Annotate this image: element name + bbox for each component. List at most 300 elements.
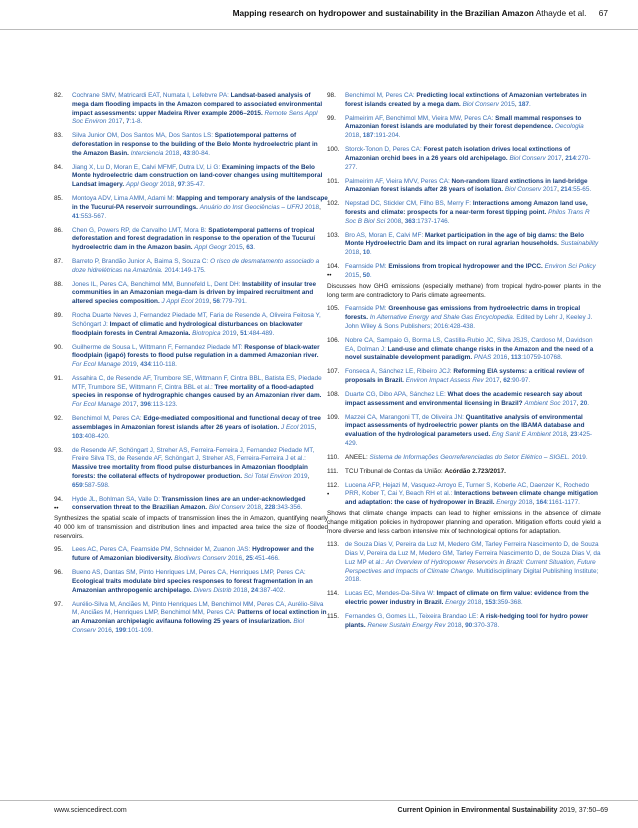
- reference-pages[interactable]: :10759-10768.: [521, 354, 563, 362]
- reference-body: [345, 454, 588, 461]
- reference-authors[interactable]: Guilherme de Sousa L, Wittmann F, Fernandez Piedade MT:: [72, 343, 245, 351]
- reference-number: 111.: [327, 467, 339, 475]
- reference-body: [72, 258, 319, 274]
- reference-authors[interactable]: Fonseca A, Sánchez LE, Ribeiro JCJ:: [345, 368, 454, 376]
- reference-authors[interactable]: Fernandes G, Gomes LL, Teixeira Brandao LE:: [345, 612, 480, 620]
- reference-pages[interactable]: :451-466.: [252, 555, 280, 563]
- reference-year[interactable]: 2008: [386, 217, 402, 225]
- reference-authors[interactable]: Mazzei CA, Marangoni TT, de Oliveira JN:: [345, 413, 466, 421]
- reference-volume[interactable]: 113: [510, 354, 522, 362]
- reference-item: [54, 227, 328, 253]
- reference-title[interactable]: Interactions among Amazon land use, forests and climate: prospects for a near-term forest tipping point.: [345, 200, 588, 216]
- reference-year[interactable]: 2016: [493, 354, 508, 362]
- reference-authors[interactable]: Storck-Tonon D, Peres CA:: [345, 146, 424, 154]
- reference-pages[interactable]: 2019.: [571, 453, 588, 461]
- reference-body: Duarte CG, Dibo APA, Sánchez LE: What does the academic research say about impact assessment and environmental licensing in Brazil? Ambient Soc 2017, 20.: [345, 390, 590, 407]
- reference-number: 91.: [54, 374, 63, 382]
- reference-authors[interactable]: Rocha Duarte Neves J, Fernandez Piedade MT, Faria de Resende A, Oliveira Feitosa Y, Schöngart J:: [72, 312, 321, 328]
- reference-volume[interactable]: 50: [362, 271, 370, 279]
- reference-title[interactable]: Predicting local extinctions of Amazonian vertebrates in forest islands created by a mega dam.: [345, 92, 587, 108]
- reference-volume[interactable]: 97: [177, 181, 185, 189]
- reference-item: [327, 200, 601, 226]
- reference-volume[interactable]: 20: [580, 399, 588, 407]
- reference-number: 86.: [54, 226, 63, 234]
- reference-authors[interactable]: Lucas EC, Mendes-Da-Silva W:: [345, 590, 437, 598]
- reference-pages[interactable]: Multidisciplinary Digital Publishing Institute; 2018.: [345, 567, 599, 584]
- reference-number: 83.: [54, 132, 63, 140]
- reference-body: Hyde JL, Bohlman SA, Valle D: Transmission lines are an under-acknowledged conservation threat to the Brazilian Amazon. Biol Conserv 2018, 228:343-356.: [72, 495, 306, 512]
- reference-authors[interactable]: Palmeirim AF, Benchimol MM, Vieira MW, Peres CA:: [345, 114, 496, 122]
- reference-body: Cochrane SMV, Matricardi EAT, Numata I, Lefebvre PA: Landsat-based analysis of mega dam flooding impacts in the Amazon compared to associated environmental impact assessments: upper Madeira River example 2006–2015. Remote Sens Appl Soc Environ 2017, 7:1-8.: [72, 92, 323, 126]
- reference-pages[interactable]: :1161-1177.: [546, 499, 580, 507]
- reference-authors[interactable]: Barreto P, Brandão Junior A, Baima S, Souza C:: [72, 257, 211, 265]
- reference-year[interactable]: 2018: [345, 132, 360, 140]
- reference-year[interactable]: 2017: [108, 118, 123, 126]
- reference-pages[interactable]: :359-368.: [495, 599, 523, 606]
- reference-number: 96.: [54, 569, 63, 577]
- reference-journal[interactable]: Appl Geogr: [194, 244, 227, 251]
- reference-number: 106.: [327, 336, 340, 344]
- reference-journal[interactable]: Biol Conserv: [462, 100, 499, 108]
- reference-number: 107.: [327, 368, 340, 376]
- reference-number: 115.: [327, 612, 339, 620]
- header-title: Mapping research on hydropower and sustainability in the Brazilian Amazon: [232, 8, 534, 18]
- reference-authors[interactable]: Palmeirim AF, Vieira MVV, Peres CA:: [345, 177, 452, 185]
- reference-volume[interactable]: 187: [518, 100, 530, 108]
- reference-journal[interactable]: Biodivers Conserv: [174, 555, 227, 563]
- reference-body: Montoya ADV, Lima AMM, Adami M: Mapping and temporary analysis of the landscape in the Tucuruí-PA reservoir surroundings. Anuário do Inst Geociências – UFRJ 2018, 41:553-567.: [72, 195, 328, 220]
- reference-pages[interactable]: .: [253, 244, 256, 251]
- footer-journal: Current Opinion in Environmental Sustainability: [397, 807, 558, 814]
- reference-volume[interactable]: 228: [264, 504, 276, 512]
- reference-pages[interactable]: .: [587, 399, 590, 407]
- reference-authors[interactable]: Chen G, Powers RP, de Carvalho LMT, Mora B:: [72, 226, 209, 234]
- reference-authors[interactable]: Lees AC, Peres CA, Fearnside PM, Schneider M, Zuanon JAS:: [72, 546, 253, 554]
- reference-volume[interactable]: 51: [240, 329, 248, 337]
- reference-item: [327, 232, 601, 258]
- reference-column-right: [327, 92, 601, 636]
- reference-year[interactable]: 2018: [304, 203, 320, 211]
- reference-number: 95.: [54, 546, 63, 554]
- reference-authors[interactable]: Assahira C, de Resende AF, Trumbore SE, Wittmann F, Cintra BBL, Batista ES, Piedade MTF, Trumbore SE, Wittmann F, Cintra BBL et al.:: [72, 374, 322, 391]
- reference-body: Fernandes G, Gomes LL, Teixeira Brandao LE: A risk-hedging tool for hydro power plants. Renew Sustain Energy Rev 2018, 90:370-378.: [345, 612, 589, 629]
- reference-authors[interactable]: Aurélio-Silva M, Anciães M, Pinto Henriques LM, Benchimol MM, Peres CA, Aurélio-Silva M, Anciães M, Henriques LMP, Benchimol MM, Peres CA:: [72, 600, 324, 617]
- reference-item: [54, 375, 328, 410]
- reference-item: [54, 195, 328, 221]
- reference-body: [345, 541, 601, 583]
- reference-authors[interactable]: Benchimol M, Peres CA:: [72, 415, 144, 423]
- reference-title[interactable]: Tree mortality of a flood-adapted species in response of hydrographic changes caused by an Amazonian river dam.: [72, 383, 322, 400]
- reference-body: Bro AS, Moran E, Calvi MF: Market participation in the age of big dams: the Belo Monte Hydroelectric Dam and its impact on rural agrarian households. Sustainability 2018, 10.: [345, 231, 599, 257]
- reference-title[interactable]: Market participation in the age of big dams: the Belo Monte Hydroelectric Dam and its impact on rural agrarian households.: [345, 231, 584, 248]
- reference-body: de Resende AF, Schöngart J, Streher AS, Ferreira-Ferreira J, Fernandez Piedade MT, Freire Silva TS, de Resende AF, Schöngart J, Streher AS, Ferreira-Ferreira J et al.: Massive tree mortality from flood pulse disturbances in Amazonian floodplain forests: the collateral effects of hydropower production. Sci Total Environ 2019, 659:587-598.: [72, 446, 315, 489]
- reference-body: Silva Junior OM, Dos Santos MA, Dos Santos LS: Spatiotemporal patterns of deforestation in response to the building of the Belo Monte hydroelectric plant in the Amazon Basin. Interciencia 2018, 43:80-84.: [72, 132, 318, 157]
- reference-item: [54, 496, 328, 514]
- reference-volume[interactable]: 62: [503, 376, 511, 384]
- reference-title[interactable]: Non-random lizard extinctions in land-bridge Amazonian forest islands after 28 years of isolation.: [345, 177, 588, 194]
- reference-volume[interactable]: 41: [72, 212, 80, 220]
- reference-item: [327, 337, 601, 363]
- reference-pages[interactable]: :90-97.: [510, 376, 531, 384]
- reference-number: 99.: [327, 114, 336, 122]
- reference-journal[interactable]: Biol Conserv: [72, 618, 305, 634]
- reference-authors[interactable]: Lucena AFP, Hejazi M, Vasquez-Arroyo E, Turner S, Koberle AC, Daenzer K, Rochedo PRR, Kober T, Cai Y, Beach RH et al.:: [345, 481, 590, 498]
- reference-volume[interactable]: 25: [245, 555, 253, 563]
- reference-item: [54, 132, 328, 158]
- reference-importance-mark: •: [327, 490, 330, 498]
- reference-volume[interactable]: 103: [72, 432, 83, 440]
- reference-pages[interactable]: :553-567.: [79, 212, 107, 220]
- reference-year[interactable]: 2016: [97, 626, 112, 634]
- reference-title[interactable]: Mapping and temporary analysis of the landscape in the Tucuruí-PA reservoir surroundings.: [72, 195, 328, 211]
- reference-year[interactable]: 2017: [562, 399, 577, 407]
- reference-journal[interactable]: PNAS: [473, 354, 492, 362]
- reference-title[interactable]: Reforming EIA systems: a critical review of proposals in Brazil.: [345, 368, 585, 384]
- reference-number: 82.: [54, 92, 63, 99]
- reference-journal[interactable]: Remote Sens Appl Soc Environ: [72, 109, 318, 126]
- reference-body: Rocha Duarte Neves J, Fernandez Piedade MT, Faria de Resende A, Oliveira Feitosa Y, Schöngart J: Impact of climatic and hydrological disturbances on blackwater floodplain forests in Central Amazonia. Biotropica 2019, 51:484-489.: [72, 312, 321, 337]
- reference-year[interactable]: 2019: [195, 298, 210, 306]
- reference-volume[interactable]: 7: [126, 118, 130, 126]
- reference-year[interactable]: 2015: [500, 100, 515, 108]
- reference-year[interactable]: 2018: [233, 586, 248, 594]
- reference-title[interactable]: Massive tree mortality from flood pulse disturbances in Amazonian floodplain forests: the collateral effects of hydropower production.: [72, 464, 308, 480]
- reference-year[interactable]: 2017: [485, 376, 500, 384]
- reference-item: [54, 92, 328, 127]
- reference-number: 103.: [327, 231, 340, 239]
- reference-item: [327, 482, 601, 508]
- reference-year[interactable]: 2017: [547, 154, 562, 162]
- reference-item: [327, 468, 601, 477]
- reference-volume[interactable]: 153: [484, 599, 496, 606]
- reference-year[interactable]: 2015: [228, 244, 243, 251]
- reference-journal[interactable]: Sustainability: [560, 240, 599, 248]
- reference-pages[interactable]: .: [369, 249, 372, 257]
- reference-authors[interactable]: Bro AS, Moran E, Calvi MF:: [345, 231, 425, 239]
- reference-journal[interactable]: Biol Conserv: [509, 154, 546, 162]
- reference-journal[interactable]: Environ Impact Assess Rev: [405, 376, 484, 384]
- reference-number: 105.: [327, 305, 340, 313]
- reference-item: [54, 569, 328, 595]
- reference-authors[interactable]: Duarte CG, Dibo APA, Sánchez LE:: [345, 390, 448, 398]
- reference-title[interactable]: Impact of climate on firm value: evidence from the electric power industry in Brazil.: [345, 590, 589, 606]
- footer-website[interactable]: www.sciencedirect.com: [54, 807, 127, 814]
- reference-body: Lucena AFP, Hejazi M, Vasquez-Arroyo E, Turner S, Koberle AC, Daenzer K, Rochedo PRR, Kober T, Cai Y, Beach RH et al.: Interactions between climate change mitigation and adaptation: the case of hydropower in Brazil. Energy 2018, 164:1161-1177.: [345, 481, 598, 507]
- reference-body: Fonseca A, Sánchez LE, Ribeiro JCJ: Reforming EIA systems: a critical review of proposals in Brazil. Environ Impact Assess Rev 2017, 62:90-97.: [345, 368, 585, 384]
- reference-title[interactable]: Impact of climatic and hydrological disturbances on blackwater floodplain forests in Central Amazonia.: [72, 320, 303, 337]
- reference-journal[interactable]: For Ecol Manage: [72, 361, 121, 368]
- reference-year[interactable]: 2019: [122, 361, 137, 368]
- reference-journal[interactable]: Philos Trans R Soc B Biol Sci: [345, 209, 590, 225]
- reference-body: Benchimol M, Peres CA: Edge-mediated compositional and functional decay of tree assemblages in Amazonian forest islands after 26 years of isolation. J Ecol 2015, 103:408-420.: [72, 415, 321, 440]
- reference-number: 89.: [54, 312, 63, 320]
- reference-body: Lucas EC, Mendes-Da-Silva W: Impact of climate on firm value: evidence from the electric power industry in Brazil. Energy 2018, 153:359-368.: [345, 590, 589, 606]
- reference-authors[interactable]: Benchimol M, Peres CA:: [345, 92, 417, 99]
- reference-number: 112.: [327, 481, 339, 489]
- reference-item: [54, 281, 328, 307]
- reference-body: Palmeirim AF, Vieira MVV, Peres CA: Non-random lizard extinctions in land-bridge Amazonian forest islands after 28 years of isolation. Biol Conserv 2017, 214:55-65.: [345, 177, 592, 194]
- reference-title[interactable]: Landsat-based analysis of mega dam flooding impacts in the Amazon compared to associated environmental impact assessments: upper Madeira River example 2006–2015.: [72, 92, 323, 117]
- reference-body: Palmeirim AF, Benchimol MM, Vieira MW, Peres CA: Small mammal responses to Amazonian forest islands are modulated by their forest dependence. Oecologia 2018, 187:191-204.: [345, 114, 584, 140]
- reference-year[interactable]: 2017: [542, 186, 558, 194]
- reference-pages[interactable]: :484-489.: [247, 329, 275, 337]
- reference-item: [327, 590, 601, 608]
- reference-pages[interactable]: :35-47.: [184, 181, 205, 189]
- reference-pages[interactable]: .: [529, 100, 531, 108]
- reference-annotation: Shows that climate change impacts can lead to higher emissions in the absence of climate change mitigation policies in hydropower planning and operation. Mitigation efforts could yield a more diverse and less carbon intensive mix of technological options for adaptation.: [327, 510, 601, 535]
- reference-volume[interactable]: 199: [115, 626, 127, 634]
- reference-number: 100.: [327, 146, 340, 154]
- reference-body: Nepstad DC, Stickler CM, Filho BS, Merry F: Interactions among Amazon land use, forests and climate: prospects for a near-term forest tipping point. Philos Trans R Soc B Biol Sci 2008, 363:1737-1746.: [345, 200, 590, 225]
- footer-citation: 2019, 37:50–69: [559, 807, 608, 814]
- reference-annotation: Discusses how GHG emissions (especially methane) from tropical hydro-power plants in the long term are contradictory to Paris climate agreements.: [327, 282, 601, 299]
- reference-item: [327, 454, 601, 463]
- reference-number: 97.: [54, 600, 63, 608]
- reference-journal[interactable]: Sci Total Environ: [243, 472, 292, 480]
- reference-item: [54, 447, 328, 491]
- reference-authors[interactable]: Fearnside PM:: [345, 263, 389, 271]
- page-number: 67: [598, 8, 608, 18]
- reference-number: 114.: [327, 590, 339, 598]
- reference-title[interactable]: Hydropower and the future of Amazonian biodiversity.: [72, 546, 314, 563]
- reference-body: [345, 468, 506, 475]
- reference-journal[interactable]: J Ecol: [280, 423, 299, 431]
- reference-volume[interactable]: 90: [465, 621, 473, 629]
- reference-pages[interactable]: :425-429.: [345, 431, 593, 447]
- reference-body: Aurélio-Silva M, Anciães M, Pinto Henriques LM, Benchimol MM, Peres CA, Aurélio-Silva M, Anciães M, Henriques LMP, Benchimol MM, Peres CA: Patterns of local extinction in an Amazonian archipelagic avifauna following 25 years of insularization. Biol Conserv 2016, 199:101-109.: [72, 600, 327, 634]
- reference-annotation: Synthesizes the spatial scale of impacts of transmission lines the in Amazon, quantifying nearly 40 000 km of transmission and distribution lines and impacted area twice the size of flooded reservoirs.: [54, 515, 328, 540]
- reference-pages[interactable]: 2014:149-175.: [164, 266, 206, 274]
- reference-number: 94.: [54, 495, 63, 503]
- reference-year[interactable]: 2018: [165, 149, 180, 157]
- reference-year[interactable]: 2018: [345, 249, 360, 257]
- reference-pages[interactable]: :191-204.: [373, 132, 401, 140]
- reference-title[interactable]: Land-use and climate change risks in the Amazon and the need of a novel sustainable development paradigm.: [345, 345, 594, 362]
- reference-journal[interactable]: Sistema de Informações Georreferenciadas do Setor Elétrico – SIGEL.: [369, 453, 570, 461]
- reference-pages[interactable]: :113-123.: [150, 401, 178, 409]
- reference-authors[interactable]: de Resende AF, Schöngart J, Streher AS, Ferreira-Ferreira J, Fernandez Piedade MT, Freire Silva TS, de Resende AF, Schöngart J, Streher AS, Ferreira-Ferreira J et al.:: [72, 446, 315, 463]
- reference-year[interactable]: 2016: [227, 555, 243, 563]
- reference-title[interactable]: Patterns of local extinction in an Amazonian archipelagic avifauna following 25 years of insularization.: [72, 609, 327, 626]
- reference-number: 98.: [327, 92, 336, 99]
- reference-body: Bueno AS, Dantas SM, Pinto Henriques LM, Peres CA, Henriques LMP, Peres CA: Ecological traits modulate bird species responses to forest fragmentation in an Amazonian anthropogenic archipelago. Divers Distrib 2018, 24:387-402.: [72, 569, 313, 594]
- reference-title[interactable]: Instability of insular tree communities in an Amazonian mega-dam is driven by impaired recruitment and altered species composition.: [72, 280, 317, 306]
- reference-title[interactable]: Small mammal responses to Amazonian forest islands are modulated by their forest dependence.: [345, 114, 582, 131]
- reference-number: 109.: [327, 413, 340, 421]
- reference-number: 88.: [54, 280, 63, 288]
- reference-number: 93.: [54, 446, 63, 454]
- reference-body: Mazzei CA, Marangoni TT, de Oliveira JN: Quantitative analysis of environmental impact assessments of hydroelectric power plants on the IBAMA database and evaluation of the hydrological parameters used. Eng Sanit E Ambient 2018, 23:425-429.: [345, 413, 593, 447]
- reference-item: [327, 368, 601, 386]
- reference-journal[interactable]: Oecologia: [554, 123, 584, 131]
- reference-authors[interactable]: Hyde JL, Bohlman SA, Valle D:: [72, 495, 162, 503]
- reference-pages[interactable]: :370-378.: [472, 621, 500, 629]
- reference-title[interactable]: Spatiotemporal patterns of tropical deforestation and forest degradation in response to the operation of the Tucuruí hydroelectric dam in the Amazon basin.: [72, 226, 316, 251]
- reference-volume[interactable]: 659: [72, 481, 83, 489]
- reference-pages[interactable]: .: [369, 271, 372, 279]
- reference-year[interactable]: 2018: [447, 621, 462, 629]
- reference-volume[interactable]: 43: [182, 149, 191, 157]
- reference-pages[interactable]: :343-356.: [275, 504, 303, 512]
- reference-item: [327, 414, 601, 449]
- reference-pages[interactable]: :387-402.: [258, 586, 286, 594]
- reference-journal[interactable]: Biol Conserv: [208, 504, 246, 512]
- reference-title[interactable]: Quantitative analysis of environmental impact assessments of hydroelectric power plants on the IBAMA database and evaluation of the hydrological parameters used.: [345, 413, 585, 439]
- reference-journal[interactable]: Environ Sci Policy: [544, 263, 596, 271]
- reference-title[interactable]: Emissions from tropical hydropower and the IPCC.: [388, 263, 543, 271]
- footer-journal-citation: [398, 807, 608, 814]
- reference-year[interactable]: 2018: [552, 431, 567, 439]
- reference-title[interactable]: Ecological traits modulate bird species responses to forest fragmentation in an Amazonian anthropogenic archipelago.: [72, 577, 313, 594]
- reference-journal[interactable]: Appl Geogr: [125, 181, 159, 189]
- reference-title[interactable]: Spatiotemporal patterns of deforestation in response to the building of the Belo Monte hydroelectric plant in the Amazon Basin.: [72, 132, 318, 157]
- reference-item: [327, 613, 601, 631]
- reference-journal[interactable]: For Ecol Manage: [72, 401, 121, 409]
- reference-number: 108.: [327, 390, 340, 398]
- reference-volume[interactable]: 214: [560, 186, 572, 194]
- reference-body: Jiang X, Lu D, Moran E, Calvi MFMF, Dutra LV, Li G: Examining impacts of the Belo Monte hydroelectric dam construction on land-cover changes using multitemporal Landsat imagery. Appl Geogr 2018, 97:35-47.: [72, 163, 323, 189]
- reference-volume[interactable]: 363: [404, 217, 416, 225]
- reference-item: [327, 178, 601, 196]
- reference-authors[interactable]: Jones IL, Peres CA, Benchimol MM, Bunnefeld L, Dent DH:: [72, 280, 243, 288]
- reference-pages[interactable]: :779-791.: [219, 298, 247, 306]
- reference-volume[interactable]: 24: [251, 586, 259, 594]
- reference-pages[interactable]: :101-109.: [126, 626, 154, 634]
- reference-title[interactable]: Edge-mediated compositional and functional decay of tree assemblages in Amazonian forest islands after 26 years of isolation.: [72, 415, 321, 431]
- reference-journal[interactable]: Ambient Soc: [524, 399, 561, 407]
- reference-item: [327, 541, 601, 585]
- running-header: [233, 8, 608, 18]
- reference-column-left: [54, 92, 328, 641]
- reference-year[interactable]: 2017: [122, 401, 137, 409]
- reference-body: Benchimol M, Peres CA: Predicting local extinctions of Amazonian vertebrates in forest islands created by a mega dam. Biol Conserv 2015, 187.: [345, 92, 587, 108]
- reference-pages[interactable]: :587-598.: [82, 481, 110, 489]
- reference-authors[interactable]: Bueno AS, Dantas SM, Pinto Henriques LM, Peres CA, Henriques LMP, Peres CA:: [72, 569, 306, 577]
- reference-item: [327, 115, 601, 141]
- reference-volume[interactable]: 63: [246, 244, 254, 251]
- reference-year[interactable]: 2015: [345, 271, 360, 279]
- reference-journal[interactable]: In Alternative Energy and Shale Gas Encyclopedia.: [369, 314, 515, 322]
- reference-journal[interactable]: Anuário do Inst Geociências – UFRJ: [199, 203, 304, 211]
- reference-year[interactable]: 2015: [300, 423, 315, 431]
- reference-journal[interactable]: Eng Sanit E Ambient: [492, 431, 551, 439]
- reference-journal[interactable]: O risco de desmatamento associado a doze hidrelétricas na Amazônia.: [72, 257, 320, 274]
- reference-title[interactable]: What does the academic research say about impact assessment and environmental licensing in Brazil?: [345, 390, 583, 407]
- reference-pages[interactable]: :110-118.: [150, 361, 177, 368]
- reference-title[interactable]: Examining impacts of the Belo Monte hydroelectric dam construction on land-cover changes using multitemporal Landsat imagery.: [72, 163, 323, 189]
- reference-importance-mark: ••: [327, 272, 332, 280]
- reference-authors[interactable]: de Souza Dias V, Pereira da Luz M, Medero GM, Tarley Ferreira Nascimento D, de Souza Dias V, Pereira da Luz M, Medero GM, Tarley Ferreira Nascimento D, de Souza Dias V, da Luz MP et al.:: [345, 541, 601, 566]
- reference-number: 104.: [327, 263, 340, 271]
- reference-authors[interactable]: TCU Tribunal de Contas da União:: [345, 467, 445, 475]
- reference-volume[interactable]: 187: [362, 132, 374, 140]
- reference-body: Jones IL, Peres CA, Benchimol MM, Bunnefeld L, Dent DH: Instability of insular tree communities in an Amazonian mega-dam is driven by impaired recruitment and altered species composition. J Appl Ecol 2019, 56:779-791.: [72, 280, 317, 306]
- reference-number: 87.: [54, 257, 63, 265]
- reference-number: 101.: [327, 177, 340, 185]
- reference-number: 102.: [327, 200, 340, 208]
- reference-item: [327, 263, 601, 281]
- reference-authors[interactable]: Silva Junior OM, Dos Santos MA, Dos Santos LS:: [72, 132, 215, 140]
- reference-pages[interactable]: :80-84.: [190, 149, 210, 157]
- reference-body: Fearnside PM: Emissions from tropical hydropower and the IPCC. Environ Sci Policy 2015, 50.: [345, 263, 596, 279]
- reference-pages[interactable]: :408-420.: [82, 432, 110, 440]
- reference-pages[interactable]: :270-277.: [345, 154, 591, 171]
- reference-body: Guilherme de Sousa L, Wittmann F, Fernandez Piedade MT: Response of black-water floodplain (igapó) forests to flood pulse regulation in a dammed Amazonian river. For Ecol Manage 2019, 434:110-118.: [72, 343, 320, 368]
- reference-body: [345, 305, 592, 330]
- reference-journal[interactable]: Biotropica: [192, 329, 221, 337]
- reference-title[interactable]: A risk-hedging tool for hydro power plants.: [345, 612, 589, 629]
- reference-authors[interactable]: Cochrane SMV, Matricardi EAT, Numata I, Lefebvre PA:: [72, 92, 231, 99]
- reference-journal[interactable]: Biol Conserv: [504, 186, 542, 194]
- reference-authors[interactable]: Montoya ADV, Lima AMM, Adami M:: [72, 195, 177, 203]
- reference-title[interactable]: Interactions between climate change mitigation and adaptation: the case of hydropower in Brazil.: [345, 490, 598, 507]
- reference-volume[interactable]: 214: [565, 154, 576, 162]
- footer-divider: [0, 800, 638, 801]
- reference-title[interactable]: Transmission lines are an under-acknowledged conservation threat to the Brazilian Amazon.: [72, 495, 306, 512]
- reference-authors[interactable]: Nepstad DC, Stickler CM, Filho BS, Merry F:: [345, 200, 473, 208]
- reference-item: [54, 258, 328, 276]
- reference-year[interactable]: 2018: [467, 599, 482, 606]
- reference-item: [327, 92, 601, 110]
- reference-authors[interactable]: ANEEL:: [345, 453, 370, 461]
- reference-journal[interactable]: An Overview of Hydropower Reservoirs in Brazil: Current Situation, Future Perspectives and Impacts of Climate Change.: [345, 558, 596, 575]
- reference-volume[interactable]: 434: [140, 361, 151, 368]
- reference-item: [54, 546, 328, 564]
- reference-body: Nobre CA, Sampaio G, Borma LS, Castilla-Rubio JC, Silva JSJS, Cardoso M, Davidson EA, Dolman J: Land-use and climate change risks in the Amazon and the need of a novel sustainable development paradigm. PNAS 2016, 113:10759-10768.: [345, 336, 594, 362]
- reference-number: 92.: [54, 415, 63, 423]
- reference-journal[interactable]: Renew Sustain Energy Rev: [367, 621, 446, 629]
- reference-volume[interactable]: 396: [140, 401, 151, 409]
- reference-note: Acórdão 2.723/2017.: [444, 467, 506, 475]
- reference-item: [327, 305, 601, 331]
- reference-pages[interactable]: Edited by Lehr J, Keeley J. John Wiley & Sons Publishers; 2016:428-438.: [345, 314, 593, 330]
- header-authors: Athayde et al.: [535, 8, 587, 18]
- reference-authors[interactable]: Nobre CA, Sampaio G, Borma LS, Castilla-Rubio JC, Silva JSJS, Cardoso M, Davidson EA, Dolman J:: [345, 336, 593, 353]
- reference-item: [54, 601, 328, 636]
- reference-title[interactable]: Forest patch isolation drives local extinctions of Amazonian orchid bees in a 26 years old archipelago.: [345, 146, 571, 162]
- reference-volume[interactable]: 10: [362, 249, 370, 257]
- reference-number: 85.: [54, 195, 63, 203]
- header-divider: [0, 29, 638, 30]
- reference-number: 113.: [327, 541, 339, 549]
- reference-volume[interactable]: 23: [570, 431, 578, 439]
- reference-title[interactable]: Response of black-water floodplain (igapó) forests to flood pulse regulation in a dammed Amazonian river.: [72, 343, 320, 360]
- reference-item: [54, 344, 328, 370]
- reference-title[interactable]: Greenhouse gas emissions from hydroelectric dams in tropical forests.: [345, 305, 581, 322]
- reference-year[interactable]: 2018: [246, 504, 262, 512]
- reference-journal[interactable]: Interciencia: [130, 149, 164, 157]
- reference-number: 110.: [327, 453, 339, 461]
- reference-body: Lees AC, Peres CA, Fearnside PM, Schneider M, Zuanon JAS: Hydropower and the future of Amazonian biodiversity. Biodivers Conserv 2016, 25:451-466.: [72, 546, 314, 563]
- reference-authors[interactable]: Jiang X, Lu D, Moran E, Calvi MFMF, Dutra LV, Li G:: [72, 163, 222, 171]
- reference-journal[interactable]: Divers Distrib: [193, 586, 232, 594]
- reference-journal[interactable]: Energy: [445, 599, 466, 606]
- reference-volume[interactable]: 56: [212, 298, 220, 306]
- reference-journal[interactable]: J Appl Ecol: [161, 298, 194, 306]
- reference-year[interactable]: 2019: [293, 472, 308, 480]
- reference-year[interactable]: 2018: [518, 499, 533, 507]
- reference-body: Storck-Tonon D, Peres CA: Forest patch isolation drives local extinctions of Amazonian orchid bees in a 26 years old archipelago. Biol Conserv 2017, 214:270-277.: [345, 146, 591, 171]
- reference-year[interactable]: 2019: [222, 329, 237, 337]
- reference-journal[interactable]: Energy: [496, 499, 517, 507]
- reference-pages[interactable]: :55-65.: [571, 186, 592, 194]
- reference-year[interactable]: 2018: [159, 181, 175, 189]
- reference-item: [327, 146, 601, 172]
- reference-pages[interactable]: :1-8.: [129, 118, 143, 126]
- reference-pages[interactable]: :1737-1746.: [415, 217, 450, 225]
- reference-volume[interactable]: 164: [536, 499, 547, 507]
- reference-authors[interactable]: Fearnside PM:: [345, 305, 389, 313]
